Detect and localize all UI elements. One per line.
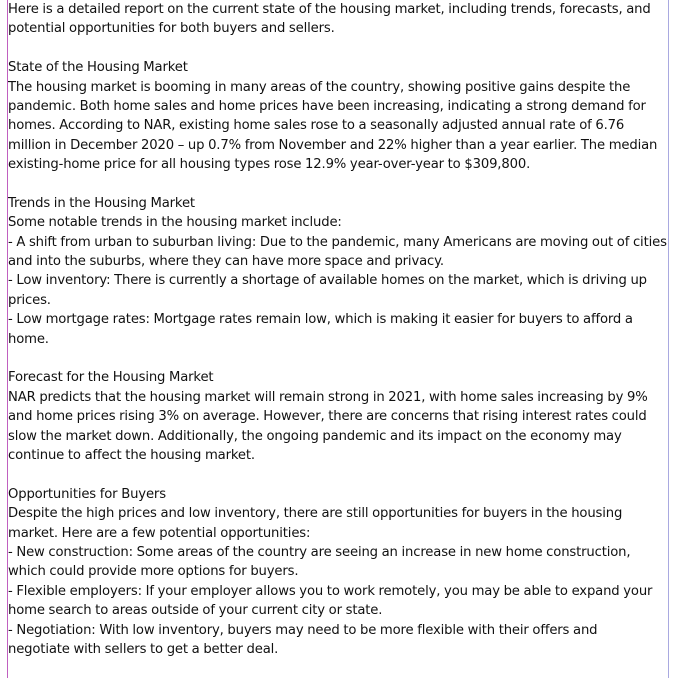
trends-line: home. [8,331,49,347]
state-line: homes. According to NAR, existing home sales rose to a seasonally adjusted annual rate of 6.76 [8,118,625,134]
trends-line: Some notable trends in the housing market include: [8,215,342,231]
forecast-line: continue to affect the housing market. [8,447,255,463]
buyers-line: negotiate with sellers to get a better deal. [8,641,279,657]
buyers-line: which could provide more options for buyers. [8,564,299,580]
blank-line [8,465,672,484]
section-heading-trends: Trends in the Housing Market [8,195,195,211]
section-heading-forecast: Forecast for the Housing Market [8,370,214,386]
buyers-line: Despite the high prices and low inventory, there are still opportunities for buyers in the housing [8,506,623,522]
state-line: million in December 2020 – up 0.7% from November and 22% higher than a year earlier. The median [8,137,658,153]
trends-line: - A shift from urban to suburban living: Due to the pandemic, many Americans are moving out of cities [8,234,667,250]
buyers-line: market. Here are a few potential opportunities: [8,525,311,541]
forecast-line: and home prices rising 3% on average. However, there are concerns that rising interest rates could [8,409,647,425]
document-body[interactable] [8,0,672,659]
trends-line: prices. [8,292,51,308]
section-heading-buyers: Opportunities for Buyers [8,486,166,502]
buyers-line: - Flexible employers: If your employer allows you to work remotely, you may be able to expand your [8,583,653,599]
intro-line: potential opportunities for both buyers and sellers. [8,21,335,37]
forecast-line: NAR predicts that the housing market will remain strong in 2021, with home sales increasing by 9% [8,389,648,405]
trends-line: - Low mortgage rates: Mortgage rates remain low, which is making it easier for buyers to afford a [8,312,633,328]
blank-line [8,39,672,58]
forecast-line: slow the market down. Additionally, the ongoing pandemic and its impact on the economy may [8,428,622,444]
trends-line: - Low inventory: There is currently a shortage of available homes on the market, which is driving up [8,273,647,289]
state-line: pandemic. Both home sales and home prices have been increasing, indicating a strong demand for [8,98,646,114]
state-line: The housing market is booming in many areas of the country, showing positive gains despite the [8,79,631,95]
buyers-line: home search to areas outside of your current city or state. [8,603,383,619]
buyers-line: - New construction: Some areas of the country are seeing an increase in new home construction, [8,544,631,560]
trends-line: and into the suburbs, where they can have more space and privacy. [8,254,444,270]
blank-line [8,175,672,194]
buyers-line: - Negotiation: With low inventory, buyers may need to be more flexible with their offers and [8,622,598,638]
blank-line [8,349,672,368]
section-heading-state: State of the Housing Market [8,60,188,76]
state-line: existing-home price for all housing types rose 12.9% year-over-year to $309,800. [8,157,531,173]
intro-line: Here is a detailed report on the current state of the housing market, including trends, forecasts, and [8,2,651,17]
